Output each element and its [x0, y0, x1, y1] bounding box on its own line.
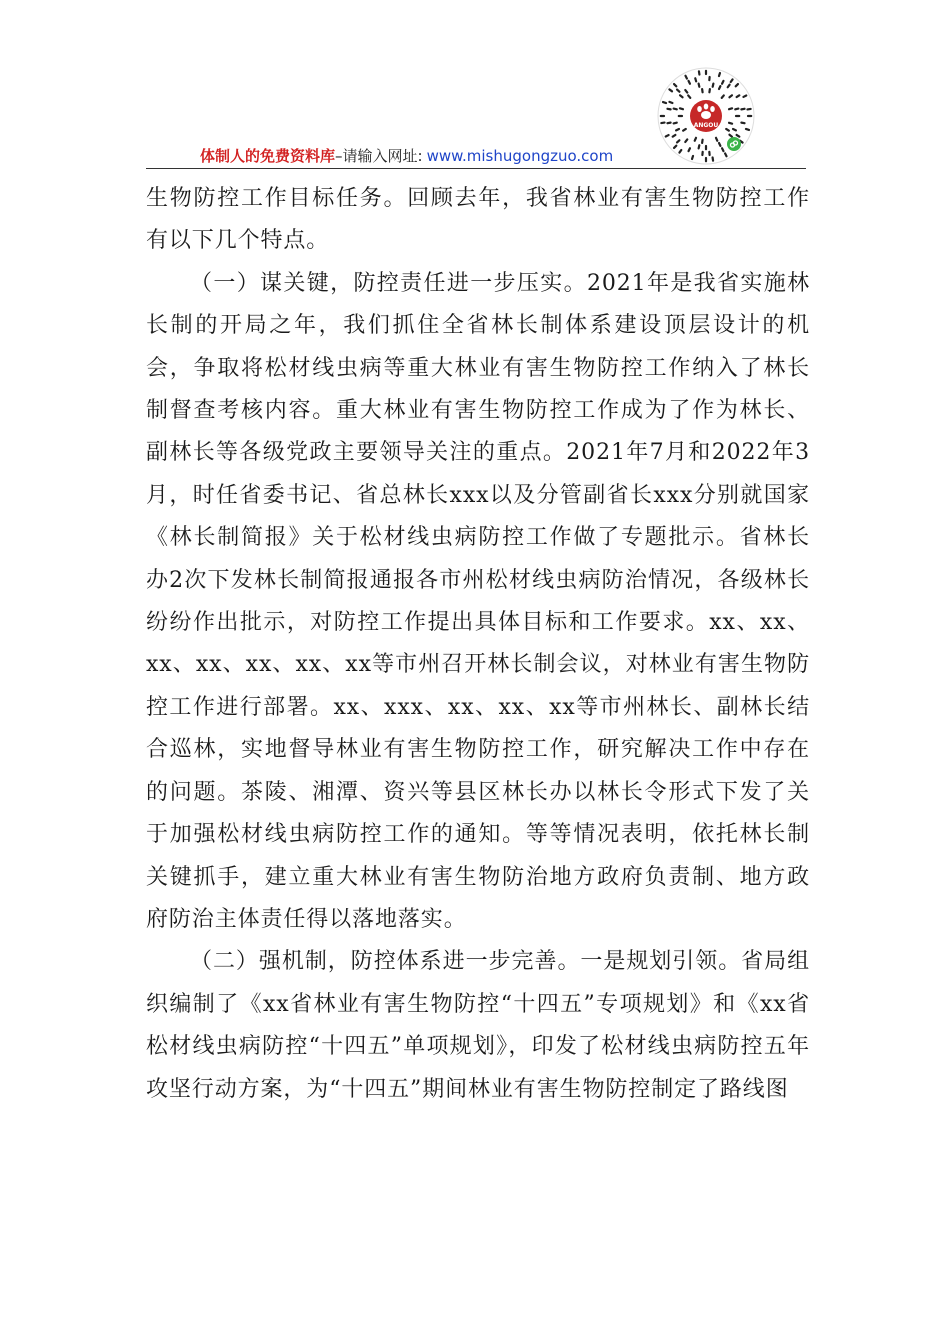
paragraph-1: 生物防控工作目标任务。回顾去年，我省林业有害生物防控工作有以下几个特点。: [146, 186, 810, 254]
header-divider: [146, 168, 806, 169]
paragraph-3: （二）强机制，防控体系进一步完善。一是规划引领。省局组织编制了《xx省林业有害生物防控“十四五”专项规划》和《xx省松材线虫病防控“十四五”单项规划》，印发了松材线虫病防控五年攻坚行动方案，为“十四五”期间林业有害生物防控制定了路线图: [146, 949, 810, 1102]
qr-code-icon[interactable]: [656, 66, 756, 166]
site-name: 体制人的免费资料库: [200, 147, 336, 165]
qr-brand-text: ANGOU: [693, 122, 719, 129]
document-body: [146, 178, 810, 1111]
site-url-link[interactable]: www.mishugongzuo.com: [426, 147, 614, 165]
paragraph-2: （一）谋关键，防控责任进一步压实。2021年是我省实施林长制的开局之年，我们抓住全省林长制体系建设顶层设计的机会，争取将松材线虫病等重大林业有害生物防控工作纳入了林长制督查考核内容。重大林业有害生物防控工作成为了作为林长、副林长等各级党政主要领导关注的重点。2021年7月和2022年3月，时任省委书记、省总林长xxx以及分管副省长xxx分别就国家《林长制简报》关于松材线虫病防控工作做了专题批示。省林长办2次下发林长制简报通报各市州松材线虫病防治情况，各级林长纷纷作出批示，对防控工作提出具体目标和工作要求。xx、xx、xx、xx、xx、xx、xx等市州召开林长制会议，对林业有害生物防控工作进行部署。xx、xxx、xx、xx、xx等市州林长、副林长结合巡林，实地督导林业有害生物防控工作，研究解决工作中存在的问题。茶陵、湘潭、资兴等县区林长办以林长令形式下发了关于加强松材线虫病防控工作的通知。等等情况表明，依托林长制关键抓手，建立重大林业有害生物防治地方政府负责制、地方政府防治主体责任得以落地落实。: [146, 270, 810, 932]
page-header: [0, 0, 950, 172]
site-banner: [200, 146, 613, 166]
url-prompt: –请输入网址:: [335, 147, 423, 165]
